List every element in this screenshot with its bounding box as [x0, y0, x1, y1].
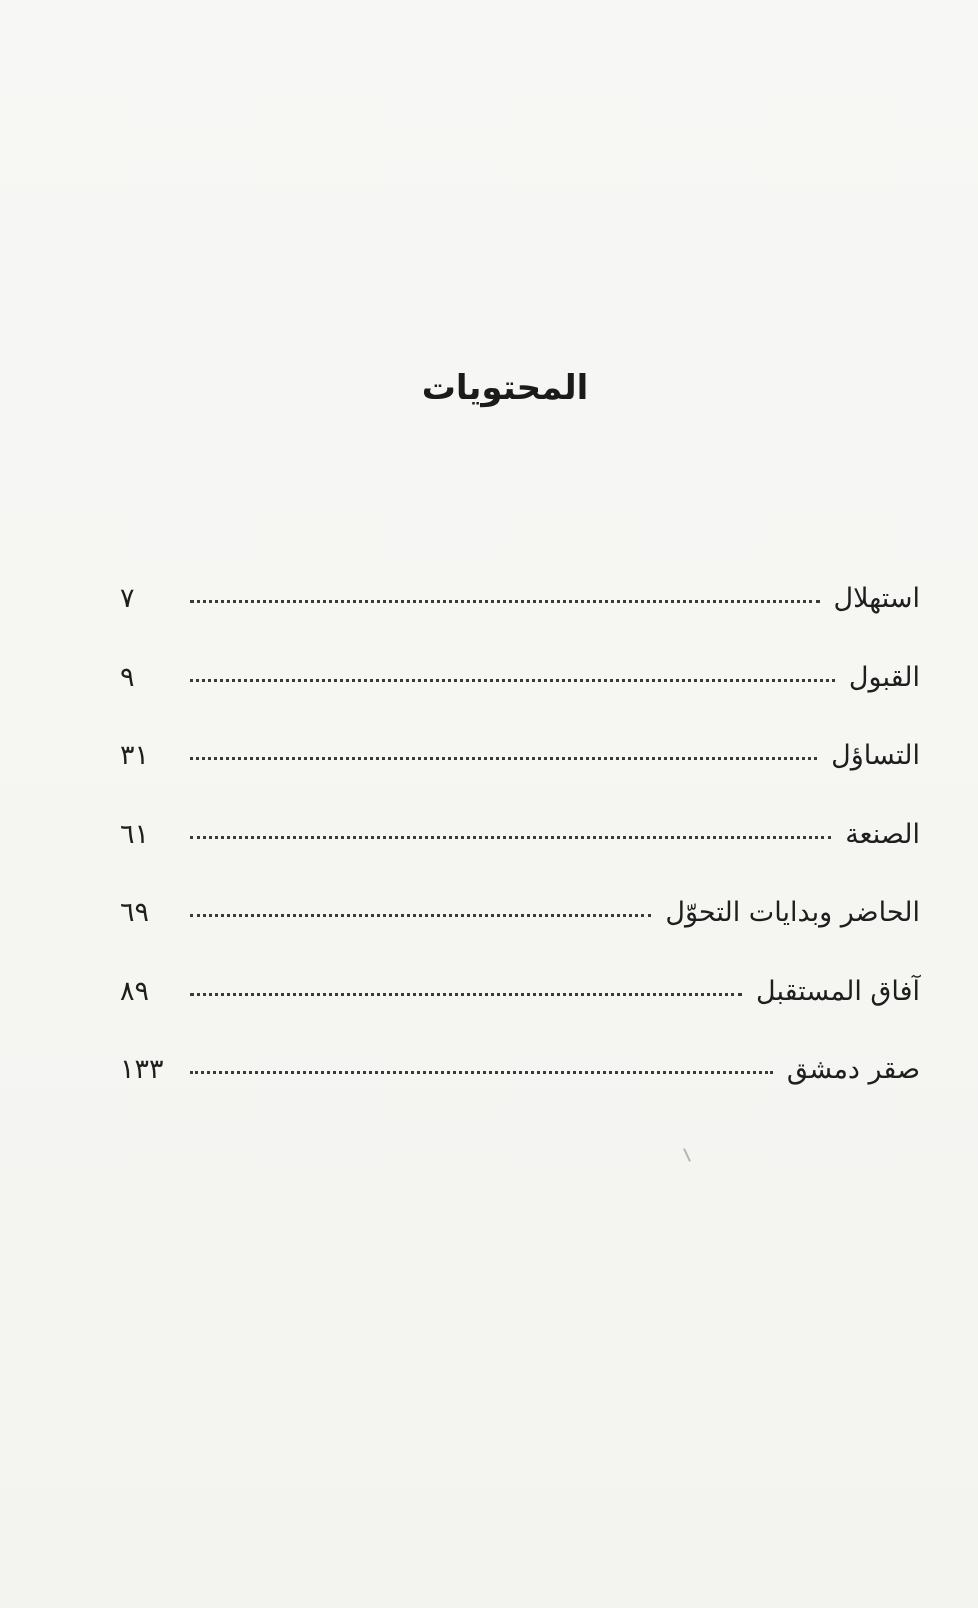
toc-entry — [120, 574, 920, 653]
dot-leader — [190, 1071, 773, 1074]
toc-entry-title: التساؤل — [831, 740, 920, 771]
toc-entry — [120, 1045, 920, 1124]
toc-entry-page-number: ٦٩ — [120, 897, 150, 928]
toc-entry — [120, 967, 920, 1046]
paper-speck — [683, 1148, 691, 1162]
toc-entry-title: الحاضر وبدايات التحوّل — [665, 897, 920, 928]
toc-entry-page-number: ٣١ — [120, 740, 150, 771]
toc-entry-title: القبول — [848, 661, 920, 693]
toc-entry-page-number: ٧ — [120, 583, 135, 614]
dot-leader — [190, 914, 651, 917]
toc-entry — [120, 653, 920, 732]
toc-entry-page-number: ٨٩ — [120, 975, 150, 1007]
toc-entry — [120, 888, 920, 967]
dot-leader — [190, 600, 820, 603]
toc-entry — [120, 810, 920, 889]
table-of-contents — [120, 574, 920, 1124]
toc-entry-title: آفاق المستقبل — [756, 975, 920, 1007]
dot-leader — [190, 679, 835, 682]
toc-entry — [120, 731, 920, 810]
page-title: المحتويات — [421, 368, 589, 408]
dot-leader — [190, 757, 817, 760]
toc-entry-page-number: ٦١ — [120, 818, 150, 850]
dot-leader — [190, 993, 742, 996]
toc-entry-page-number: ٩ — [120, 661, 135, 693]
toc-entry-title: صقر دمشق — [786, 1054, 920, 1085]
toc-entry-title: استهلال — [833, 583, 920, 614]
toc-entry-page-number: ١٣٣ — [120, 1054, 164, 1085]
toc-entry-title: الصنعة — [845, 818, 920, 850]
dot-leader — [190, 836, 831, 839]
